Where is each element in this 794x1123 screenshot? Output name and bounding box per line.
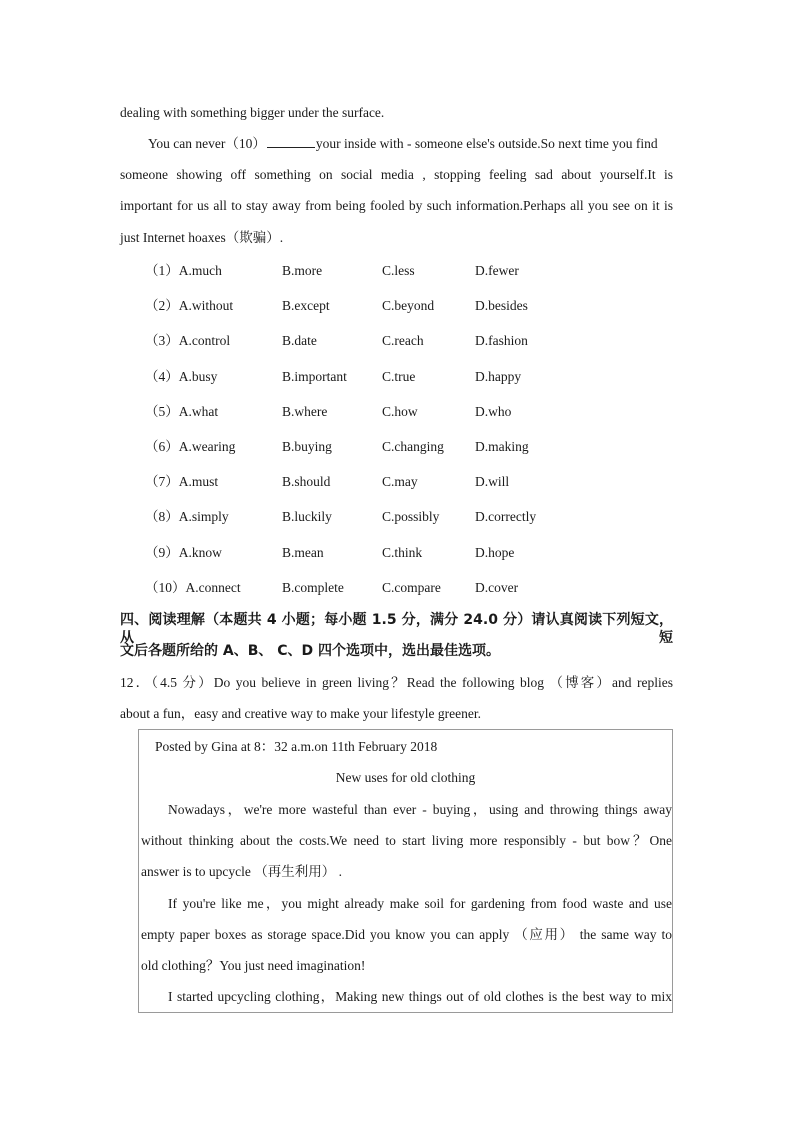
section-four-heading-line-1: 四、阅读理解（本题共 4 小题；每小题 1.5 分，满分 24.0 分）请认真阅读下列短文，从短	[120, 612, 673, 646]
option-d: D.happy	[475, 368, 522, 384]
blog-paragraph-2-line-3: old clothing？You just need imagination!	[141, 958, 366, 973]
passage-line-3: someone showing off something on social media , stopping feeling sad about yourself.It is	[120, 167, 673, 182]
blog-paragraph-1-line-1: Nowadays，we're more wasteful than ever - buying，using and throwing things away	[168, 802, 672, 817]
option-c: C.beyond	[382, 298, 435, 314]
passage-line-2	[148, 136, 658, 152]
option-number-and-a	[145, 474, 218, 490]
option-b: B.should	[282, 474, 331, 490]
option-d: D.will	[475, 474, 510, 490]
option-d: D.besides	[475, 298, 528, 314]
option-d: D.fashion	[475, 333, 528, 349]
option-a: A.much	[178, 263, 222, 278]
option-b: B.more	[282, 263, 323, 278]
option-number: （1）	[145, 263, 179, 278]
option-c: C.think	[382, 544, 423, 560]
option-b: B.buying	[282, 439, 332, 454]
option-a: A.know	[178, 544, 222, 560]
option-number-and-a	[145, 545, 222, 561]
option-d: D.making	[475, 439, 529, 454]
option-c: C.possibly	[382, 509, 440, 525]
passage-line-5: just Internet hoaxes（欺骗）.	[120, 230, 284, 245]
option-d: D.cover	[475, 579, 519, 595]
passage-line-2-start: You can never（10）	[148, 136, 266, 151]
option-a: A.busy	[178, 368, 218, 384]
option-b: B.except	[282, 298, 330, 314]
option-a: A.simply	[178, 509, 229, 525]
section-four-heading-line-2: 文后各题所给的 A、B、 C、D 四个选项中，选出最佳选项。	[120, 643, 501, 659]
option-c: C.compare	[382, 579, 441, 595]
blog-paragraph-2-line-2: empty paper boxes as storage space.Did you know you can apply （应用） the same way to	[141, 927, 672, 942]
option-a: A.must	[178, 474, 219, 490]
option-d: D.correctly	[475, 509, 537, 525]
option-c: C.may	[382, 474, 418, 490]
option-d: D.hope	[475, 544, 515, 560]
option-b: B.where	[282, 403, 328, 419]
option-c: C.how	[382, 403, 418, 419]
option-number: （2）	[145, 298, 179, 314]
option-number: （10）	[145, 579, 186, 595]
option-number: （5）	[145, 403, 179, 419]
option-a: A.what	[178, 403, 219, 419]
option-number: （8）	[145, 509, 179, 525]
option-a: A.without	[178, 298, 234, 314]
option-d: D.who	[475, 403, 512, 419]
question-12-line-2: about a fun，easy and creative way to make your lifestyle greener.	[120, 706, 481, 721]
question-12-line-1: 12．（4.5 分）Do you believe in green living？Read the following blog （博客）and replies	[120, 675, 673, 690]
passage-line-4: important for us all to stay away from being fooled by such information.Perhaps all you see on it is	[120, 198, 673, 213]
blog-paragraph-1-line-2: without thinking about the costs.We need to start living more responsibly - but bow？One	[141, 833, 672, 848]
option-number-and-a	[145, 439, 235, 455]
option-c: C.less	[382, 263, 415, 278]
option-number: （9）	[145, 544, 179, 560]
option-number-and-a	[145, 404, 218, 420]
option-number: （4）	[145, 368, 179, 384]
blog-paragraph-1-line-3: answer is to upcycle （再生利用） .	[141, 864, 342, 879]
blog-paragraph-3-line-1: I started upcycling clothing，Making new things out of old clothes is the best way to mix	[168, 989, 672, 1004]
passage-line-1: dealing with something bigger under the surface.	[120, 105, 385, 120]
option-a: A.control	[178, 333, 231, 349]
blog-title: New uses for old clothing	[335, 770, 476, 785]
option-number: （3）	[145, 333, 179, 349]
option-c: C.changing	[382, 439, 444, 454]
option-a: A.wearing	[178, 439, 236, 454]
option-number: （7）	[145, 474, 179, 490]
option-b: B.luckily	[282, 509, 332, 525]
option-number-and-a	[145, 369, 217, 385]
option-b: B.important	[282, 368, 347, 384]
option-number-and-a	[145, 263, 222, 279]
option-b: B.complete	[282, 579, 344, 595]
option-c: C.true	[382, 368, 416, 384]
option-number: （6）	[145, 439, 179, 454]
blog-paragraph-2-line-1: If you're like me，you might already make soil for gardening from food waste and use	[168, 896, 672, 911]
answer-blank-10	[267, 136, 315, 148]
option-a: A.connect	[185, 579, 241, 595]
option-number-and-a	[145, 333, 230, 349]
option-number-and-a	[145, 298, 233, 314]
passage-line-2-end: your inside with - someone else's outside.So next time you find	[315, 136, 658, 151]
option-number-and-a	[145, 509, 229, 525]
option-d: D.fewer	[475, 263, 519, 278]
option-b: B.mean	[282, 544, 324, 560]
blog-posted-by: Posted by Gina at 8：32 a.m.on 11th February 2018	[155, 739, 438, 754]
option-c: C.reach	[382, 333, 424, 349]
option-number-and-a	[145, 580, 241, 596]
option-b: B.date	[282, 333, 317, 349]
